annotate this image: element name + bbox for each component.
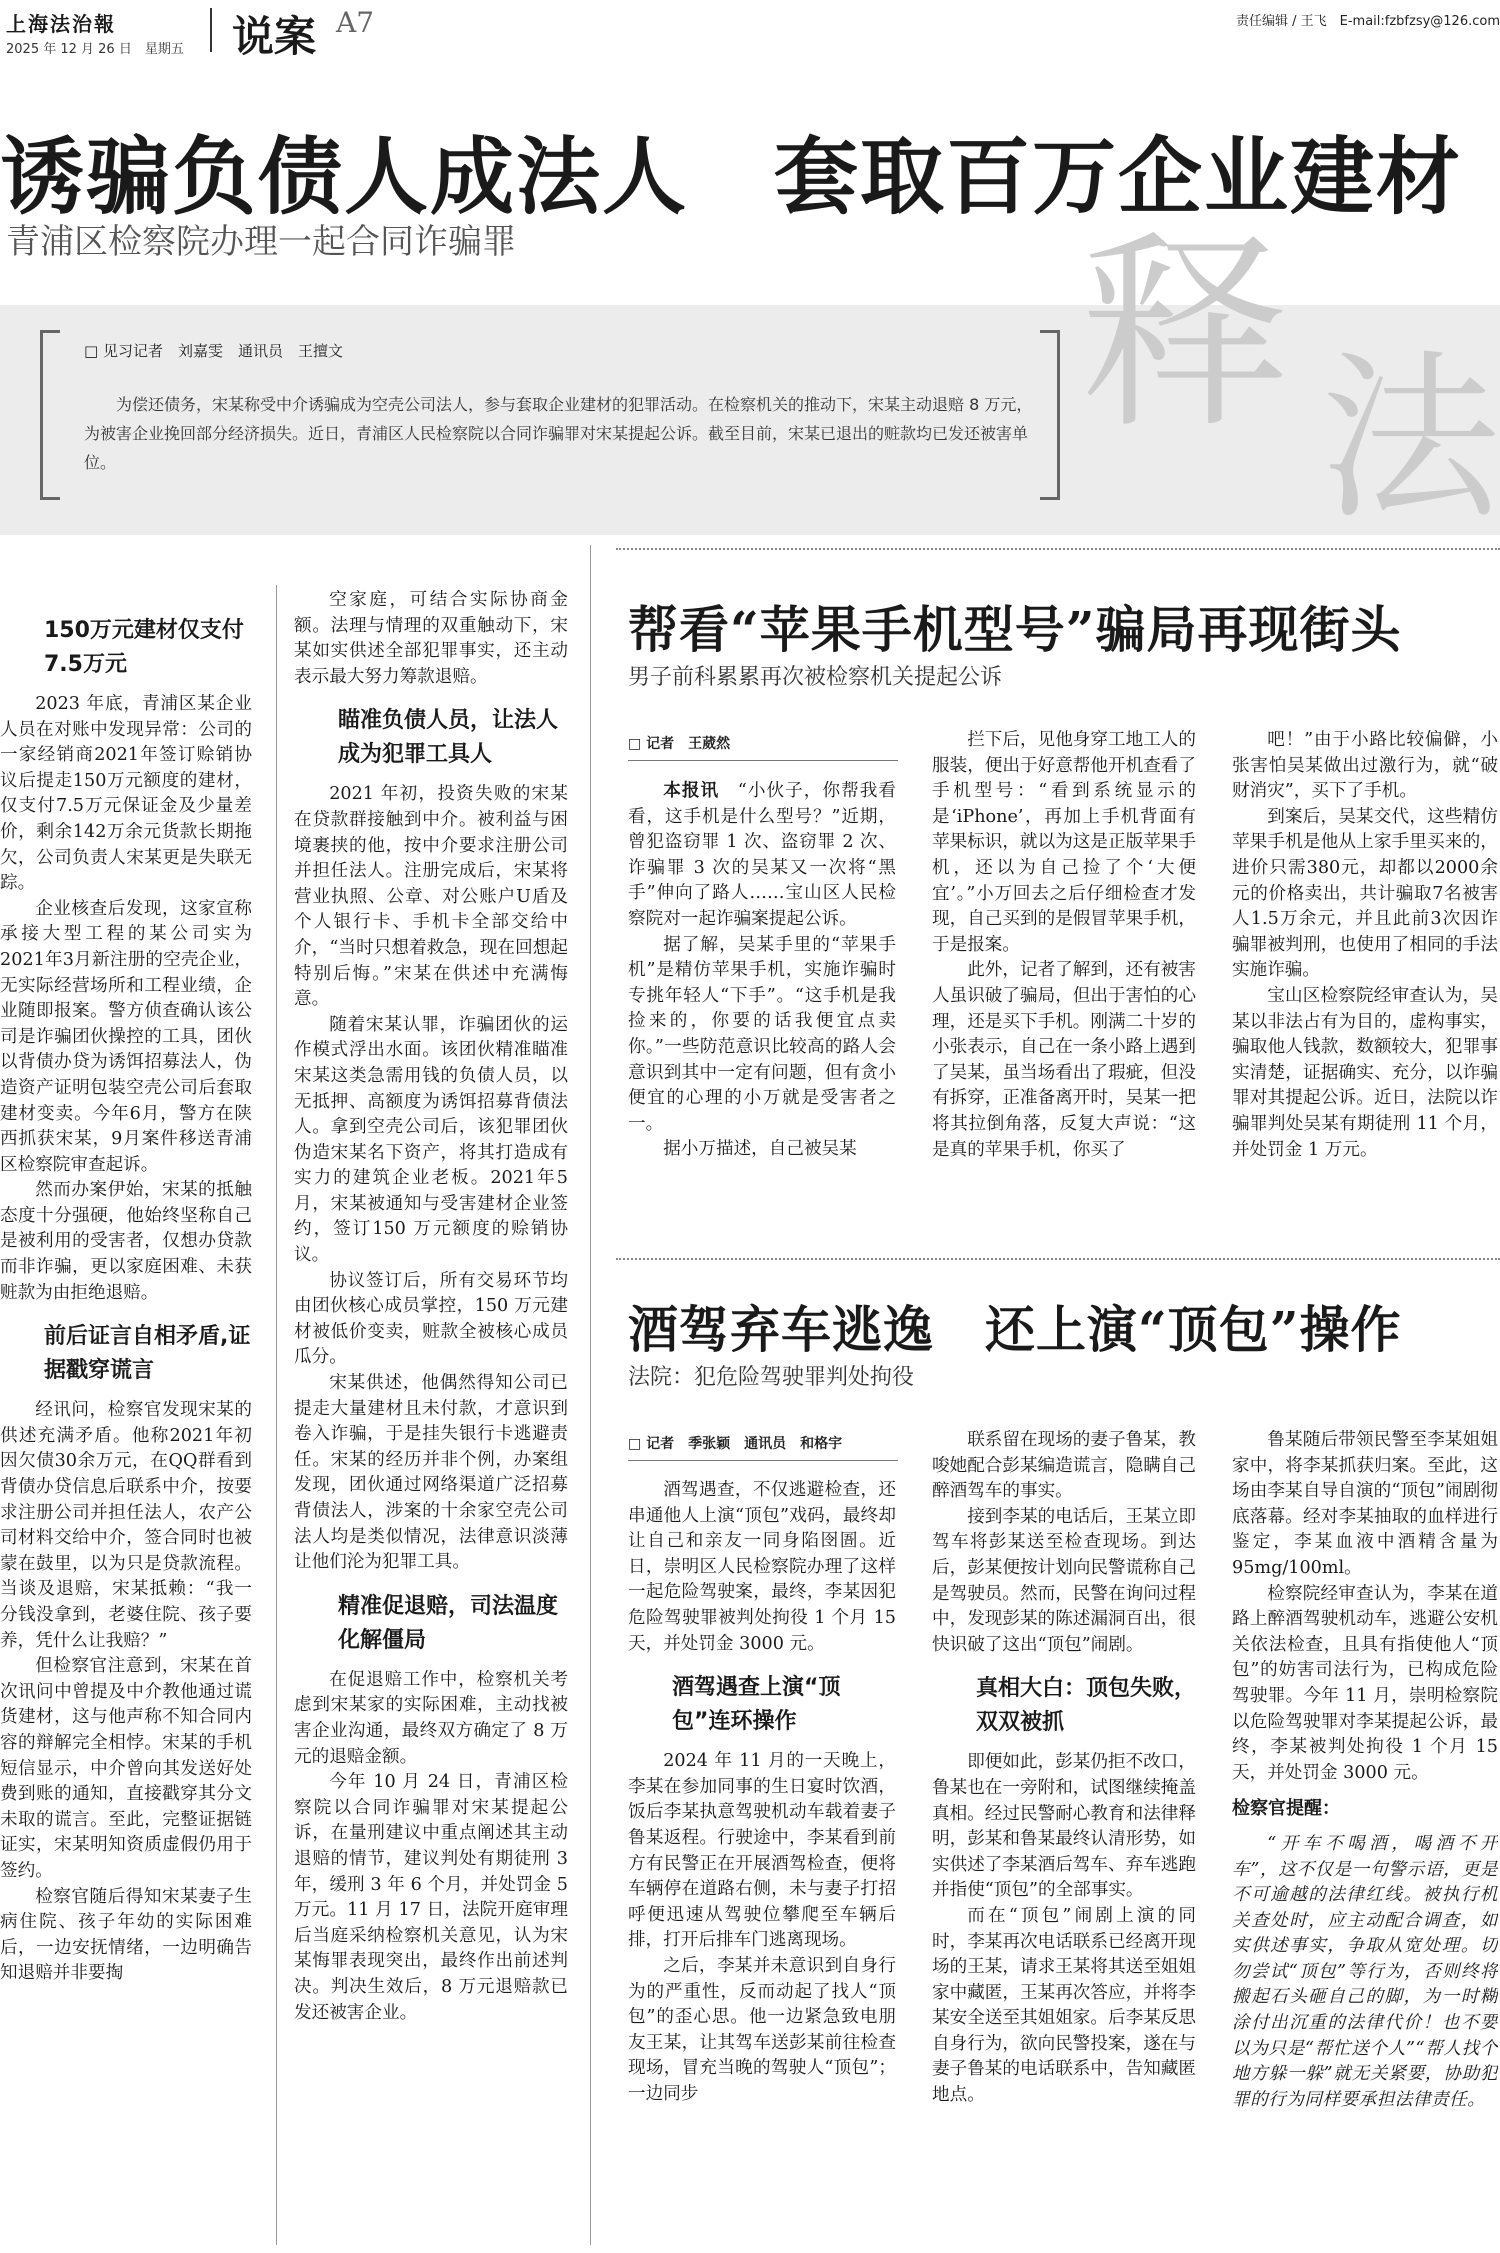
paragraph-text: “小伙子，你帮我看看，这手机是什么型号？”近期，曾犯盗窃罪 1 次、盗窃罪 2 次、诈骗罪 3 次的吴某又一次将“黑手”伸向了路人……宝山区人民检察院对一起诈骗案提起公诉。 [628, 781, 896, 929]
body-paragraph: 检察院经审查认为，李某在道路上醉酒驾驶机动车，逃避公安机关依法检查，且具有指使他人“顶包”的妨害司法行为，已构成危险驾驶罪。今年 11 月，崇明检察院以危险驾驶罪对李某提起公诉，最终，李某被判处拘役 1 个月 15 天，并处罚金 3000 元。 [1232, 1583, 1498, 1783]
body-paragraph: 宋某供述，他偶然得知公司已提走大量建材且未付款，才意识到卷入诈骗，于是挂失银行卡逃避责任。宋某的经历并非个例，办案组发现，团伙通过网络渠道广泛招募背债法人，涉案的十余家空壳公司法人均是类似情况，法律意识淡薄让他们沦为犯罪工具。 [294, 1373, 568, 1573]
left-bracket-decoration [40, 330, 60, 500]
body-paragraph: 即便如此，彭某仍拒不改口，鲁某也在一旁附和，试图继续掩盖真相。经过民警耐心教育和法律释明，彭某和鲁某最终认清形势，如实供述了李某酒后驾车、弃车逃跑并指使“顶包”的全部事实。 [932, 1752, 1196, 1901]
story3-column-2 [932, 1428, 1196, 2243]
body-paragraph: 接到李某的电话后，王某立即驾车将彭某送至检查现场。到达后，彭某便按计划向民警谎称自己是驾驶员。然而，民警在询问过程中，发现彭某的陈述漏洞百出，很快识破了这出“顶包”闹剧。 [932, 1506, 1196, 1655]
body-paragraph: 2021 年初，投资失败的宋某在贷款群接触到中介。被利益与困境裹挟的他，按中介要求注册公司并担任法人。注册完成后，宋某将营业执照、公章、对公账户U盾及个人银行卡、手机卡全部交给中介，“当时只想着救急，现在回想起特别后悔。”宋某在供述中充满悔意。 [294, 784, 568, 1010]
story-separator [616, 548, 1500, 550]
masthead [0, 0, 1500, 60]
body-paragraph: 检察官随后得知宋某妻子生病住院、孩子年幼的实际困难后，一边安抚情绪，一边明确告知退赔并非要掏 [0, 1886, 252, 1984]
main-story-column-1 [0, 600, 252, 2240]
main-story-column-2 [294, 588, 568, 2240]
newspaper-logo: 上海法治報 [6, 12, 116, 36]
story3-subhead: 法院：犯危险驾驶罪判处拘役 [628, 1365, 915, 1390]
body-paragraph: 2023 年底，青浦区某企业人员在对账中发现异常：公司的一家经销商2021年签订赊销协议后提走150万元额度的建材，仅支付7.5万元保证金及少量差价，剩余142万余元货款长期拖欠，公司负责人宋某更是失联无踪。 [0, 694, 252, 894]
section-name: 说案 [232, 12, 317, 61]
prosecutor-tip-title: 检察官提醒： [1232, 1798, 1340, 1820]
story3-column-3 [1232, 1428, 1498, 2243]
subheading: 酒驾遇查上演“顶包”连环操作 [672, 1675, 841, 1735]
body-paragraph: 鲁某随后带领民警至李某姐姐家中，将李某抓获归案。至此，这场由李某自导自演的“顶包”闹剧彻底落幕。经对李某抽取的血样进行鉴定，李某血液中酒精含量为95mg/100ml。 [1232, 1430, 1498, 1578]
byline-rule [628, 1460, 898, 1461]
body-paragraph: 2024 年 11 月的一天晚上，李某在参加同事的生日宴时饮酒，饭后李某执意驾驶机动车载着妻子鲁某返程。行驶途中，李某看到前方有民警正在开展酒驾检查，便将车辆停在道路右侧，未与妻子打招呼便迅速从驾驶位攀爬至车辆后排，打开后排车门逃离现场。 [628, 1751, 896, 1951]
main-byline: □ 见习记者 刘嘉雯 通讯员 王擅文 [84, 342, 343, 360]
subheading: 前后证言自相矛盾,证据戳穿谎言 [44, 1324, 251, 1384]
story2-column-3 [1232, 728, 1498, 1238]
body-paragraph: 据小万描述，自己被吴某 [663, 1139, 857, 1160]
right-bracket-decoration [1040, 330, 1060, 500]
body-paragraph: 据了解，吴某手里的“苹果手机”是精仿苹果手机，实施诈骗时专挑年轻人“下手”。“这手机是我捡来的，你要的话我便宜点卖你。”一些防范意识比较高的路人会意识到其中一定有问题，但有贪小便宜的心理的小万就是受害者之一。 [628, 934, 896, 1134]
story2-column-2 [932, 728, 1196, 1238]
story2-byline: □ 记者 王葳然 [628, 736, 731, 752]
editor-credit: 责任编辑 / 王飞 E-mail:fzbfzsy@126.com [1235, 14, 1500, 29]
body-paragraph: 到案后，吴某交代，这些精仿苹果手机是他从上家手里买来的，进价只需380元，却都以2000余元的价格卖出，共计骗取7名被害人1.5万余元，并且此前3次因诈骗罪被判刑，也使用了相同的手法实施诈骗。 [1232, 806, 1498, 981]
story3-column-1 [628, 1478, 896, 2243]
main-subhead: 青浦区检察院办理一起合同诈骗罪 [6, 222, 516, 262]
body-paragraph: 而在“顶包”闹剧上演的同时，李某再次电话联系已经离开现场的王某，请求王某将其送至姐姐家中藏匿，王某再次答应，并将李某安全送至其姐姐家。后李某反思自身行为，欲向民警投案，遂在与妻子鲁某的电话联系中，告知藏匿地点。 [932, 1905, 1196, 2106]
body-paragraph: 今年 10 月 24 日，青浦区检察院以合同诈骗罪对宋某提起公诉，在量刑建议中重点阐述其主动退赔的情节，建议判处有期徒刑 3 年，缓刑 3 年 6 个月，并处罚金 5 万元。11 月 17 日，法院开庭审理后当庭采纳检察机关意见，认为宋某悔罪表现突出，最终作出前述判决。判决生效后，8 万元退赔款已发还被害企业。 [294, 1772, 568, 2023]
issue-date: 2025 年 12 月 26 日 星期五 [6, 42, 184, 57]
story2-headline: 帮看“苹果手机型号”骗局再现街头 [628, 600, 1402, 659]
story-separator [616, 1258, 1500, 1260]
story3-byline: □ 记者 季张颖 通讯员 和格宇 [628, 1436, 843, 1452]
body-paragraph: 在促退赔工作中，检察机关考虑到宋某家的实际困难，主动找被害企业沟通，最终双方确定了 8 万元的退赔金额。 [294, 1669, 568, 1767]
story3-headline: 酒驾弃车逃逸 还上演“顶包”操作 [628, 1300, 1402, 1359]
column-divider [590, 545, 591, 2245]
body-paragraph: 然而办案伊始，宋某的抵触态度十分强硬，他始终坚称自己是被利用的受害者，仅想办贷款而非诈骗，更以家庭困难、未获赃款为由拒绝退赔。 [0, 1180, 252, 1303]
body-paragraph: 酒驾遇查，不仅逃避检查，还串通他人上演“顶包”戏码，最终却让自己和亲友一同身陷囹圄。近日，崇明区人民检察院办理了这样一起危险驾驶案，最终，李某因犯危险驾驶罪被判处拘役 1 个月 15 天，并处罚金 3000 元。 [628, 1480, 896, 1654]
body-paragraph: 空家庭，可结合实际协商金额。法理与情理的双重触动下，宋某如实供述全部犯罪事实，还主动表示最大努力筹款退赔。 [294, 590, 568, 687]
subheading: 150万元建材仅支付7.5万元 [44, 618, 244, 677]
story2-subhead: 男子前科累累再次被检察机关提起公诉 [628, 665, 1003, 690]
body-paragraph: 协议签订后，所有交易环节均由团伙核心成员掌控，150 万元建材被低价变卖，赃款全被核心成员瓜分。 [294, 1270, 568, 1368]
body-paragraph: 拦下后，见他身穿工地工人的服装，便出于好意帮他开机查看了手机型号：“看到系统显示的是‘iPhone’，再加上手机背面有苹果标识，就以为这是正版苹果手机，还以为自己捡了个‘大便宜’。”小万回去之后仔细检查才发现，自己买到的是假冒苹果手机，于是报案。 [932, 730, 1196, 955]
watermark-shi: 释 [1080, 212, 1291, 457]
body-paragraph: 此外，记者了解到，还有被害人虽识破了骗局，但出于害怕的心理，还是买下手机。刚满二十岁的小张表示，自己在一条小路上遇到了吴某，虽当场看出了瑕疵，但没有拆穿，正准备离开时，吴某一把将其拉倒角落，反复大声说：“这是真的苹果手机，你买了 [932, 960, 1196, 1160]
masthead-divider [210, 8, 212, 52]
body-paragraph: 宝山区检察院经审查认为，吴某以非法占有为目的，虚构事实，骗取他人钱款，数额较大，犯罪事实清楚，证据确实、充分，以诈骗罪对其提起公诉。近日，法院以诈骗罪判处吴某有期徒刑 11 个月，并处罚金 1 万元。 [1232, 985, 1498, 1160]
watermark-fa: 法 [1320, 335, 1500, 544]
body-paragraph: 但检察官注意到，宋某在首次讯问中曾提及中介教他通过谎货建材，这与他声称不知合同内容的辩解完全相悖。宋某的手机短信显示，中介曾向其发送好处费到账的通知，直接戳穿其分文未取的谎言。至此，完整证据链证实，宋某明知资质虚假仍用于签约。 [0, 1656, 252, 1881]
dateline: 本报讯 [663, 780, 738, 801]
body-paragraph: 经讯问，检察官发现宋某的供述充满矛盾。他称2021年初因欠债30余万元，在QQ群看到背债办贷信息后联系中介，按要求注册公司并担任法人，农产公司材料交给中介，签合同时也被蒙在鼓里，以为只是贷款流程。当谈及退赔，宋某抵赖：“我一分钱没拿到，老婆住院、孩子要养，凭什么让我赔？” [0, 1400, 252, 1651]
main-headline: 诱骗负债人成法人 套取百万企业建材 [0, 127, 1463, 226]
body-paragraph: 之后，李某并未意识到自身行为的严重性，反而动起了找人“顶包”的歪心思。他一边紧急致电朋友王某，让其驾车送彭某前往检查现场，冒充当晚的驾驶人“顶包”；一边同步 [628, 1955, 896, 2104]
byline-rule [628, 760, 898, 761]
body-paragraph: 联系留在现场的妻子鲁某，教唆她配合彭某编造谎言，隐瞒自己醉酒驾车的事实。 [932, 1430, 1196, 1502]
body-paragraph: 随着宋某认罪，诈骗团伙的运作模式浮出水面。该团伙精准瞄准宋某这类急需用钱的负债人员，以无抵押、高额度为诱饵招募背债法人。拿到空壳公司后，该犯罪团伙伪造宋某名下资产，将其打造成有实力的建筑企业老板。2021年5月，宋某被通知与受害建材企业签约，签订150 万元额度的赊销协议。 [294, 1014, 568, 1266]
body-paragraph [628, 778, 896, 933]
subheading: 精准促退赔，司法温度化解僵局 [338, 1593, 559, 1653]
story2-column-1 [628, 778, 896, 1238]
prosecutor-tip-text: “开车不喝酒，喝酒不开车”，这不仅是一句警示语，更是不可逾越的法律红线。被执行机关查处时，应主动配合调查，如实供述事实，争取从宽处理。切勿尝试“顶包”等行为，否则终将搬起石头砸自己的脚，为一时糊涂付出沉重的法律代价！也不要以为只是“帮忙送个人”“帮人找个地方躲一躲”就无关紧要，协助犯罪的行为同样要承担法律责任。 [1232, 1833, 1498, 2110]
subheading: 瞄准负债人员，让法人成为犯罪工具人 [338, 708, 559, 768]
subheading: 真相大白：顶包失败，双双被抓 [976, 1676, 1196, 1736]
main-summary: 为偿还债务，宋某称受中介诱骗成为空壳公司法人，参与套取企业建材的犯罪活动。在检察机关的推动下，宋某主动退赔 8 万元，为被害企业挽回部分经济损失。近日，青浦区人民检察院以合同诈骗罪对宋某提起公诉。截至目前，宋某已退出的赃款均已发还被害单位。 [84, 395, 1033, 472]
page-number: A7 [336, 6, 375, 39]
body-paragraph: 吧！”由于小路比较偏僻，小张害怕吴某做出过激行为，就“破财消灾”，买下了手机。 [1232, 730, 1498, 802]
body-paragraph: 企业核查后发现，这家宣称承接大型工程的某公司实为2021年3月新注册的空壳企业，无实际经营场所和工程业绩，企业随即报案。警方侦查确认该公司是诈骗团伙操控的工具，团伙以背债办贷为诱饵招募法人，伪造资产证明包装空壳公司后套取建材变卖。今年6月，警方在陕西抓获宋某，9月案件移送青浦区检察院审查起诉。 [0, 898, 252, 1175]
column-divider [276, 585, 277, 2245]
